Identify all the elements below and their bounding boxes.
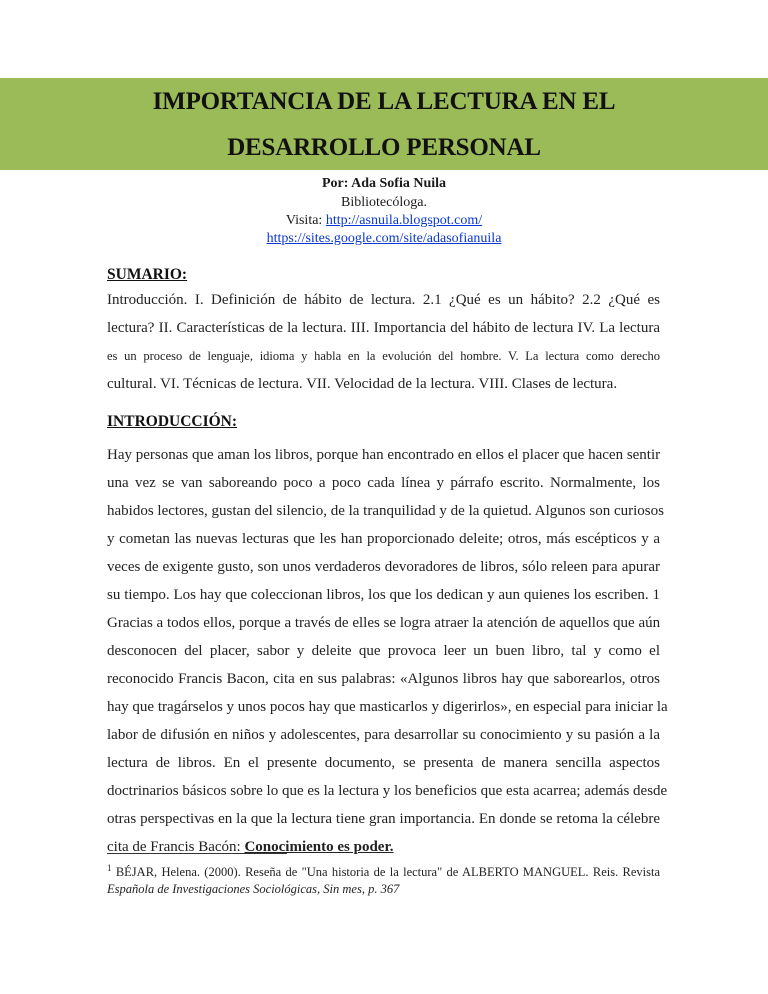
intro-line: una vez se van saboreando poco a poco cada línea y párrafo escrito. Normalmente, los (107, 475, 660, 491)
sumario-line: Introducción. I. Definición de hábito de lectura. 2.1 ¿Qué es un hábito? 2.2 ¿Qué es (107, 292, 660, 308)
site-link[interactable]: https://sites.google.com/site/adasofianuila (266, 231, 502, 246)
intro-last-line (107, 833, 660, 861)
sumario-heading: SUMARIO: (107, 266, 188, 283)
sumario-line: es un proceso de lenguaje, idioma y habla en la evolución del hombre. V. La lectura como derecho (107, 349, 660, 363)
intro-line: hay que tragárselos y unos pocos hay que masticarlos y digerirlos», en especial para iniciar la (107, 699, 668, 715)
blog-link[interactable]: http://asnuila.blogspot.com/ (325, 213, 483, 228)
footnote-marker: 1 (107, 863, 112, 873)
intro-line: habidos lectores, gustan del silencio, de la tranquilidad y de la quietud. Algunos son curiosos (107, 503, 664, 519)
intro-line: otras perspectivas en la que la lectura tiene gran importancia. En donde se retoma la célebre (107, 811, 660, 827)
intro-line: lectura de libros. En el presente documento, se presenta de manera sencilla aspectos (107, 755, 660, 771)
author-byline (0, 176, 768, 192)
intro-line: Gracias a todos ellos, porque a través de elles se logra atraer la atención de aquellos que aún (107, 615, 661, 631)
footnote (107, 860, 660, 898)
document-title-line-2: DESARROLLO PERSONAL (227, 134, 541, 161)
footnote-line-1 (107, 860, 660, 881)
footnote-separator (107, 853, 287, 854)
intro-line: veces de exigente gusto, son unos verdaderos devoradores de libros, sólo releen para apurar (107, 559, 660, 575)
author-name: Por: Ada Sofia Nuila (321, 176, 447, 191)
sumario-line: lectura? II. Características de la lectura. III. Importancia del hábito de lectura IV. La lectura (107, 320, 660, 336)
author-site (0, 231, 768, 247)
footnote-text-1: BÉJAR, Helena. (2000). Reseña de "Una historia de la lectura" de ALBERTO MANGUEL. Reis. Revista (115, 865, 661, 880)
sumario-paragraph (107, 286, 660, 398)
intro-line: desconocen del placer, sabor y deleite que provoca leer un buen libro, tal y como el (107, 643, 660, 659)
visit-label: Visita: (285, 213, 326, 228)
bacon-quote-emphasis: Conocimiento es poder. (244, 839, 394, 855)
author-role: Bibliotecóloga. (341, 195, 427, 210)
intro-line: y cometan las nuevas lecturas que les han proporcionado deleite; otros, más escépticos y a (107, 531, 660, 547)
intro-last-prefix: cita de Francis Bacón: (107, 839, 245, 855)
sumario-line: cultural. VI. Técnicas de lectura. VII. Velocidad de la lectura. VIII. Clases de lectura. (107, 376, 618, 392)
intro-line: Hay personas que aman los libros, porque han encontrado en ellos el placer que hacen sentir (107, 447, 661, 463)
intro-line: su tiempo. Los hay que coleccionan libros, los que los dedican y aun quienes los escriben. 1 (107, 587, 660, 603)
document-title-line-1: IMPORTANCIA DE LA LECTURA EN EL (152, 88, 616, 115)
author-visit (0, 213, 768, 229)
footnote-line-2: Española de Investigaciones Sociológicas, Sin mes, p. 367 (107, 882, 400, 897)
intro-line: doctrinarios básicos sobre lo que es la lectura y los beneficios que esta acarrea; además desde (107, 783, 668, 799)
introduccion-heading: INTRODUCCIÓN: (107, 413, 238, 430)
intro-line: labor de difusión en niños y adolescentes, para desarrollar su conocimiento y su pasión a la (107, 727, 660, 743)
introduccion-paragraph (107, 441, 668, 861)
intro-line: reconocido Francis Bacon, cita en sus palabras: «Algunos libros hay que saborearlos, otros (107, 671, 660, 687)
